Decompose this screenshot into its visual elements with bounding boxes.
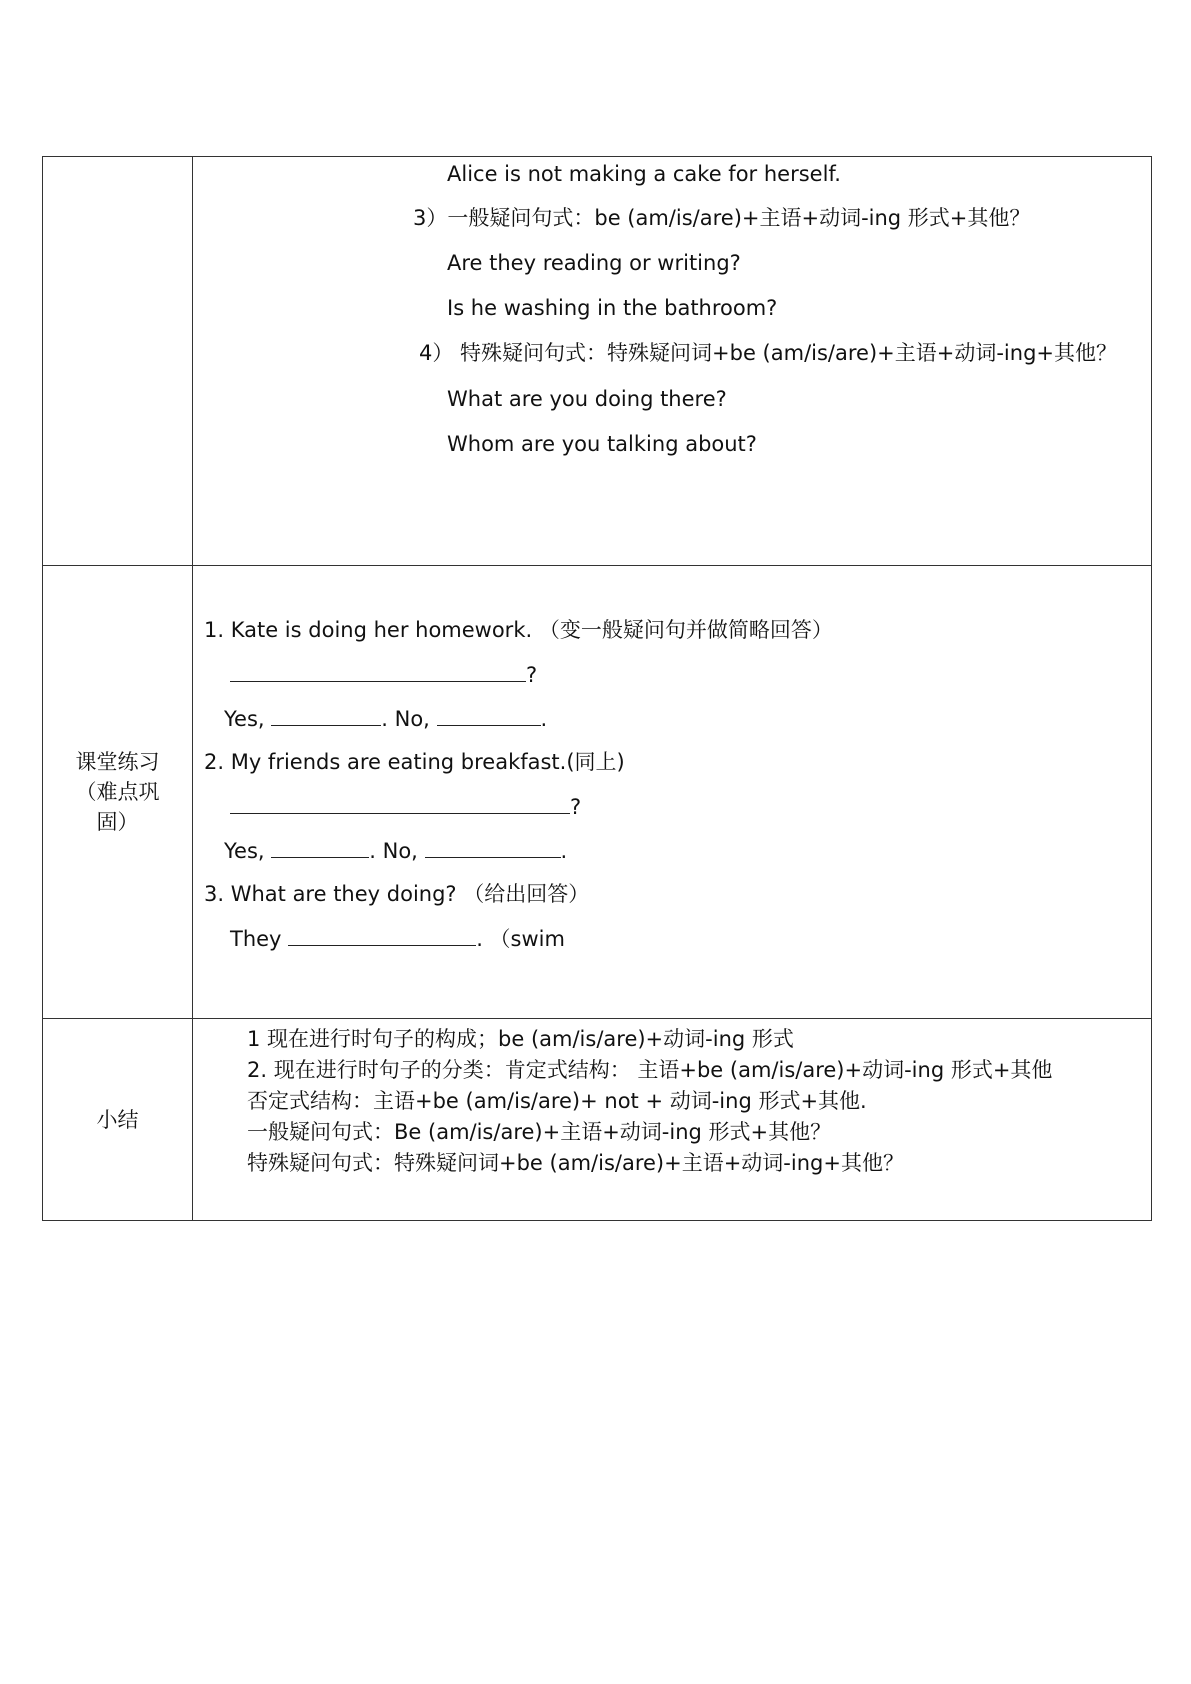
summary-line: 否定式结构：主语+be (am/is/are)+ not + 动词-ing 形式+其他. bbox=[247, 1089, 867, 1113]
no-blank[interactable] bbox=[437, 705, 541, 726]
exercise-2-text: 2. My friends are eating breakfast.(同上) bbox=[204, 750, 625, 774]
summary-label: 小结 bbox=[96, 1107, 139, 1132]
practice-label: 课堂练习（难点巩固） bbox=[75, 750, 160, 834]
exercise-2-short-answers bbox=[224, 837, 567, 864]
example-sentence: Whom are you talking about? bbox=[447, 432, 757, 456]
answer-blank[interactable] bbox=[230, 793, 570, 814]
yes-label: Yes, bbox=[224, 839, 265, 863]
exercise-3-answer-line bbox=[230, 925, 565, 952]
exercise-2-answer-line bbox=[230, 793, 581, 820]
summary-line: 一般疑问句式：Be (am/is/are)+主语+动词-ing 形式+其他？ bbox=[247, 1120, 832, 1144]
exercise-3-instruction: （给出回答） bbox=[463, 882, 590, 906]
practice-row bbox=[43, 566, 1152, 1019]
summary-line: 2. 现在进行时句子的分类：肯定式结构： 主语+be (am/is/are)+动词-ing 形式+其他 bbox=[247, 1058, 1053, 1082]
answer-blank[interactable] bbox=[230, 661, 526, 682]
question-mark: ? bbox=[570, 795, 582, 819]
example-sentence: Are they reading or writing? bbox=[447, 251, 741, 275]
practice-label-cell bbox=[43, 566, 193, 1019]
no-blank[interactable] bbox=[425, 837, 561, 858]
lesson-table bbox=[42, 156, 1152, 1221]
rule-wh-question: 4） 特殊疑问句式：特殊疑问词+be (am/is/are)+主语+动词-ing+其他？ bbox=[419, 341, 1117, 365]
grammar-row bbox=[43, 157, 1152, 566]
summary-label-cell bbox=[43, 1019, 193, 1221]
summary-line: 特殊疑问句式：特殊疑问词+be (am/is/are)+主语+动词-ing+其他？ bbox=[247, 1151, 904, 1175]
period: . bbox=[560, 839, 568, 863]
example-sentence: Alice is not making a cake for herself. bbox=[447, 162, 841, 186]
period: . bbox=[540, 707, 548, 731]
practice-content-cell bbox=[193, 566, 1152, 1019]
hint-word: . （swim bbox=[476, 927, 565, 951]
exercise-3-text: 3. What are they doing? bbox=[204, 882, 457, 906]
yes-blank[interactable] bbox=[271, 837, 369, 858]
exercise-1-short-answers bbox=[224, 705, 547, 732]
rule-yes-no-question: 3）一般疑问句式：be (am/is/are)+主语+动词-ing 形式+其他？ bbox=[413, 206, 1031, 230]
exercise-1-instruction: （变一般疑问句并做简略回答） bbox=[538, 618, 833, 642]
no-label: . No, bbox=[369, 839, 418, 863]
answer-blank[interactable] bbox=[288, 925, 476, 946]
exercise-1-text: 1. Kate is doing her homework. bbox=[204, 618, 533, 642]
summary-row bbox=[43, 1019, 1152, 1221]
summary-line: 1 现在进行时句子的构成；be (am/is/are)+动词-ing 形式 bbox=[247, 1027, 794, 1051]
grammar-content-cell bbox=[193, 157, 1152, 566]
summary-content-cell bbox=[193, 1019, 1152, 1221]
no-label: . No, bbox=[381, 707, 430, 731]
question-mark: ? bbox=[526, 663, 538, 687]
example-sentence: What are you doing there? bbox=[447, 387, 727, 411]
yes-blank[interactable] bbox=[271, 705, 381, 726]
yes-label: Yes, bbox=[224, 707, 265, 731]
grammar-label-cell bbox=[43, 157, 193, 566]
exercise-1-answer-line bbox=[230, 661, 537, 688]
exercise-3 bbox=[204, 881, 589, 907]
exercise-1 bbox=[204, 617, 833, 643]
example-sentence: Is he washing in the bathroom? bbox=[447, 296, 778, 320]
they-label: They bbox=[230, 927, 282, 951]
